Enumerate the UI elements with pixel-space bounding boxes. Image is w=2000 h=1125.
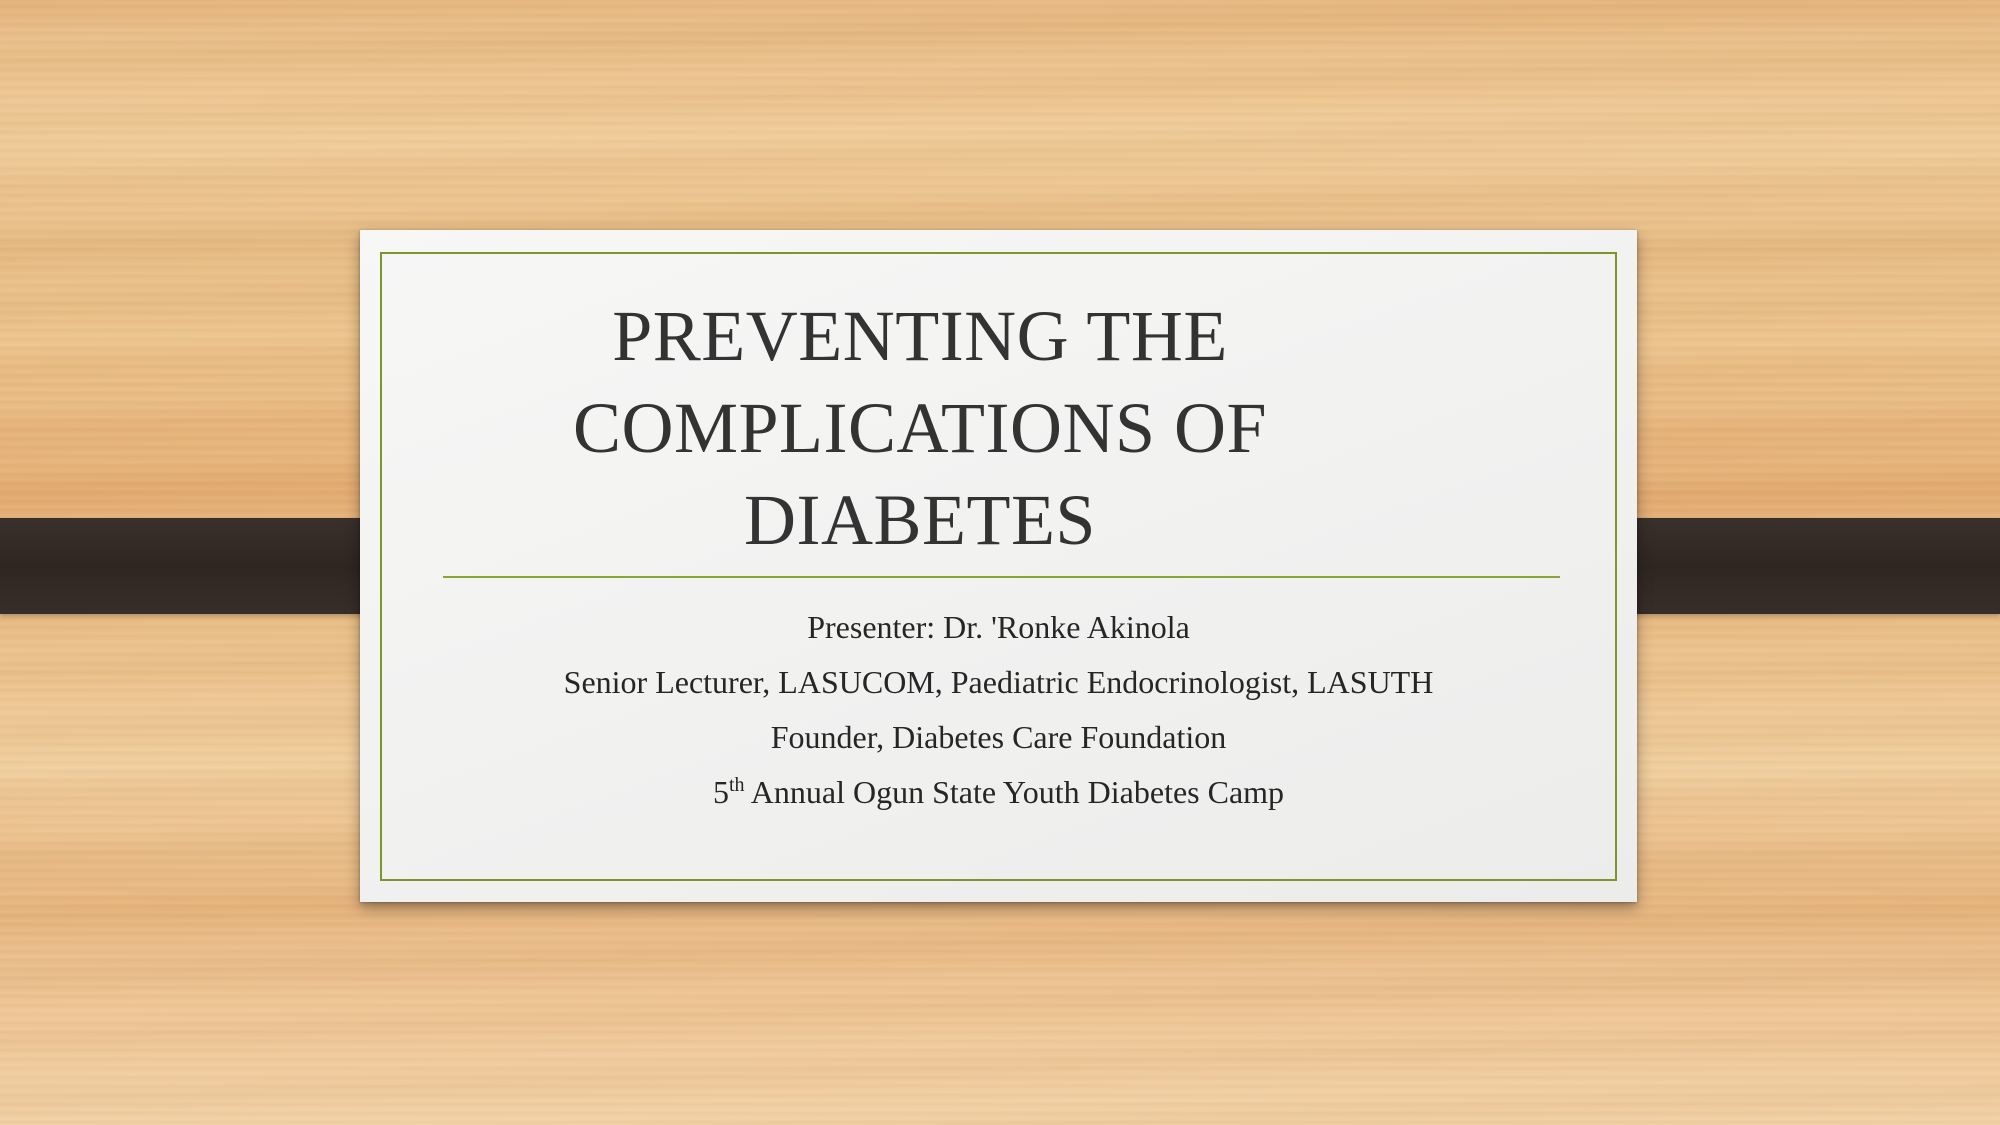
title-card	[360, 230, 1637, 902]
slide-title	[420, 290, 1420, 566]
event-ordinal-suffix: th	[728, 774, 745, 796]
event-name: Annual Ogun State Youth Diabetes Camp	[744, 774, 1285, 810]
title-line: DIABETES	[744, 480, 1096, 560]
title-line: COMPLICATIONS OF	[572, 388, 1268, 468]
founder-line: Founder, Diabetes Care Foundation	[770, 719, 1227, 755]
slide-subtitle	[440, 600, 1557, 820]
presenter-line: Presenter: Dr. 'Ronke Akinola	[807, 609, 1190, 645]
position-line: Senior Lecturer, LASUCOM, Paediatric Endocrinologist, LASUTH	[563, 664, 1434, 700]
event-line	[440, 765, 1557, 820]
left-strap-band	[0, 518, 402, 614]
right-strap-band	[1598, 518, 2000, 614]
title-divider	[443, 576, 1560, 578]
title-line: PREVENTING THE	[612, 296, 1228, 376]
event-ordinal-number: 5	[712, 774, 729, 810]
